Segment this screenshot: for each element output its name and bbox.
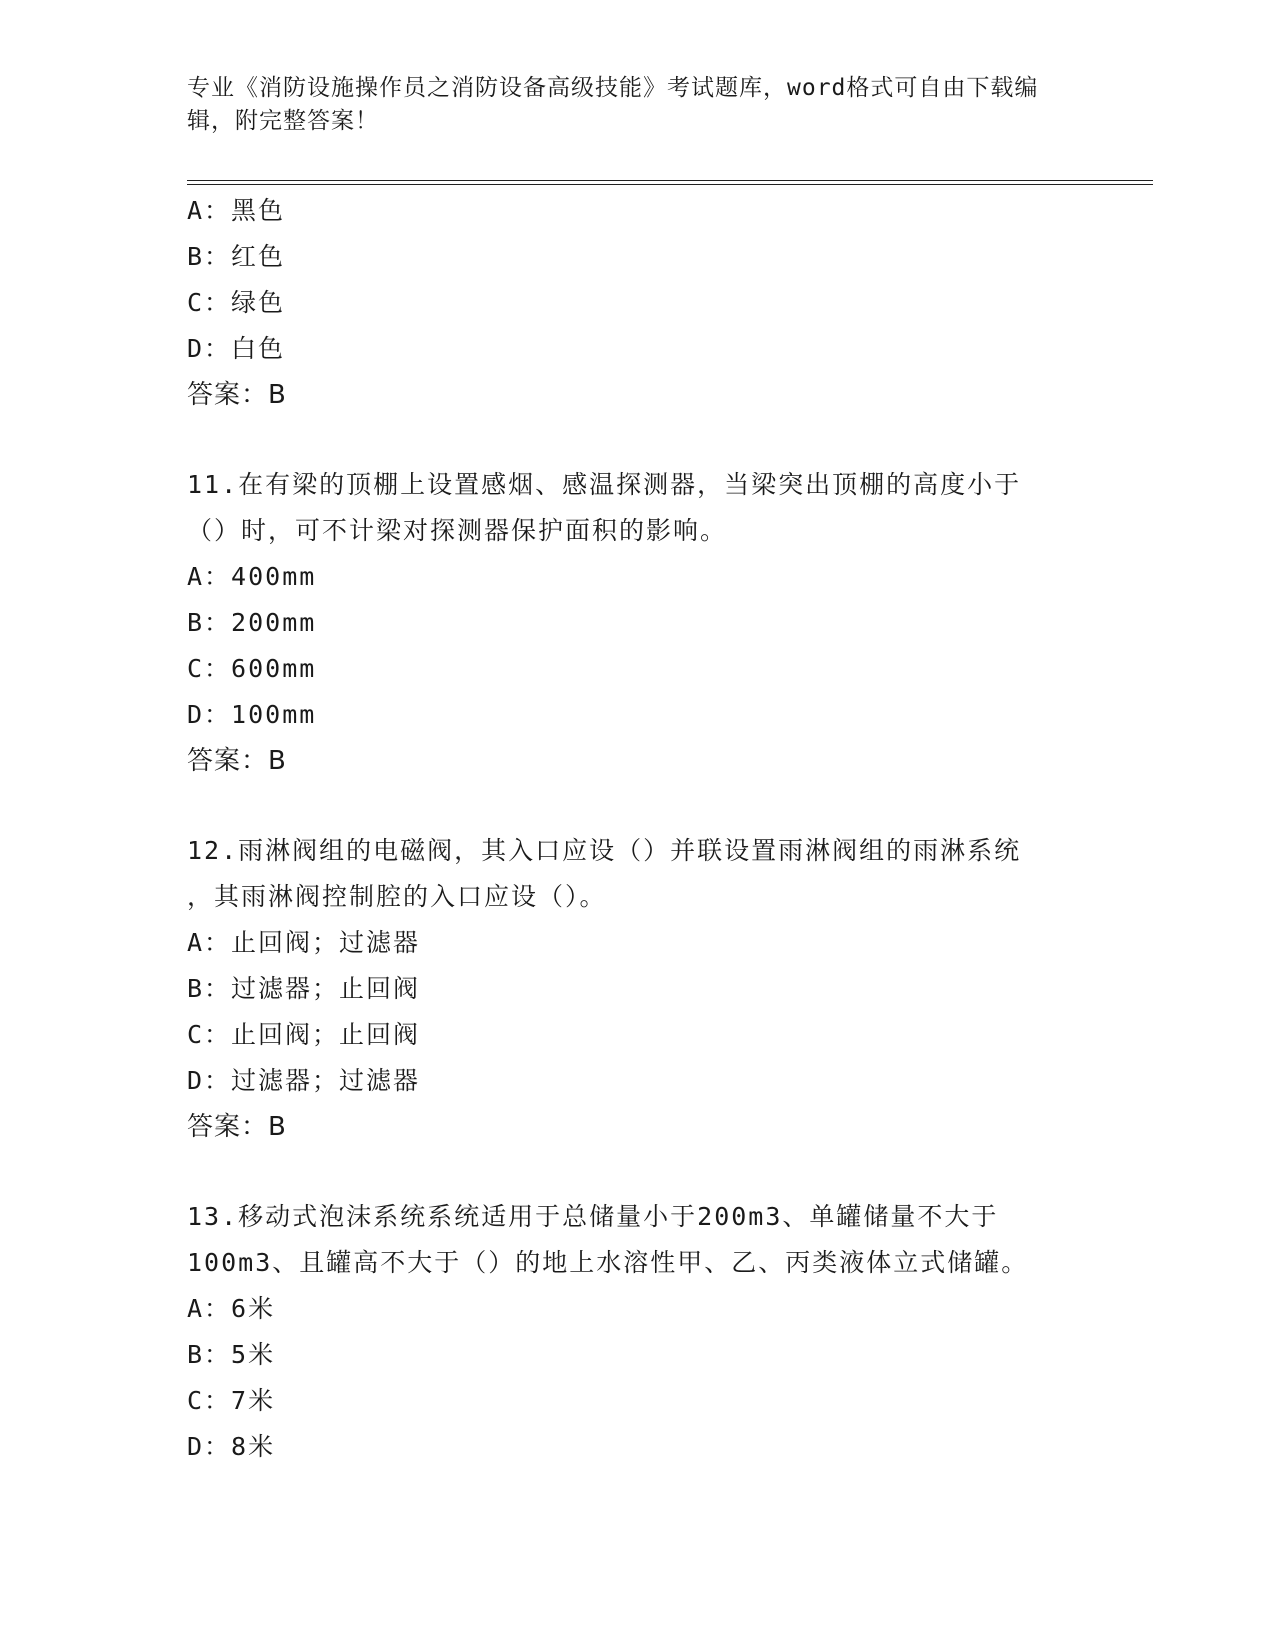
question-text [187, 462, 1077, 554]
option-c: C：7米 [187, 1386, 276, 1415]
option-c: C：止回阀；止回阀 [187, 1020, 421, 1049]
question-list [187, 188, 1087, 1470]
option-b: B：红色 [187, 242, 286, 271]
option-c: C：600mm [187, 654, 317, 683]
option-a: A：黑色 [187, 196, 286, 225]
question-line-1: 12.雨淋阀组的电磁阀，其入口应设（）并联设置雨淋阀组的雨淋系统 [187, 836, 1022, 865]
answer-line: 答案：B [187, 380, 287, 410]
header-divider-top [187, 180, 1153, 181]
option-a: A：6米 [187, 1294, 276, 1323]
question-line-2: （）时，可不计梁对探测器保护面积的影响。 [187, 516, 728, 545]
answer-line: 答案：B [187, 1112, 287, 1142]
question-line-1: 11.在有梁的顶棚上设置感烟、感温探测器，当梁突出顶棚的高度小于 [187, 470, 1022, 499]
question-line-2: ，其雨淋阀控制腔的入口应设（）。 [187, 882, 607, 911]
option-b: B：200mm [187, 608, 317, 637]
option-d: D：100mm [187, 700, 317, 729]
answer-line: 答案：B [187, 746, 287, 776]
header-divider-bottom [187, 184, 1153, 185]
option-c: C：绿色 [187, 288, 286, 317]
header-line-2: 辑，附完整答案！ [187, 108, 379, 134]
question-block-12 [187, 828, 1087, 1150]
option-d: D：8米 [187, 1432, 276, 1461]
option-b: B：5米 [187, 1340, 276, 1369]
option-a: A：400mm [187, 562, 317, 591]
question-block-10 [187, 188, 1087, 418]
document-header [187, 72, 1067, 138]
question-line-1: 13.移动式泡沫系统系统适用于总储量小于200m3、单罐储量不大于 [187, 1202, 999, 1231]
question-block-13 [187, 1194, 1087, 1470]
question-text [187, 1194, 1077, 1286]
question-line-2: 100m3、且罐高不大于（）的地上水溶性甲、乙、丙类液体立式储罐。 [187, 1248, 1029, 1277]
option-b: B：过滤器；止回阀 [187, 974, 421, 1003]
option-d: D：白色 [187, 334, 286, 363]
option-a: A：止回阀；过滤器 [187, 928, 421, 957]
question-block-11 [187, 462, 1087, 784]
header-line-1: 专业《消防设施操作员之消防设备高级技能》考试题库，word格式可自由下载编 [187, 75, 1039, 101]
option-d: D：过滤器；过滤器 [187, 1066, 421, 1095]
question-text [187, 828, 1077, 920]
